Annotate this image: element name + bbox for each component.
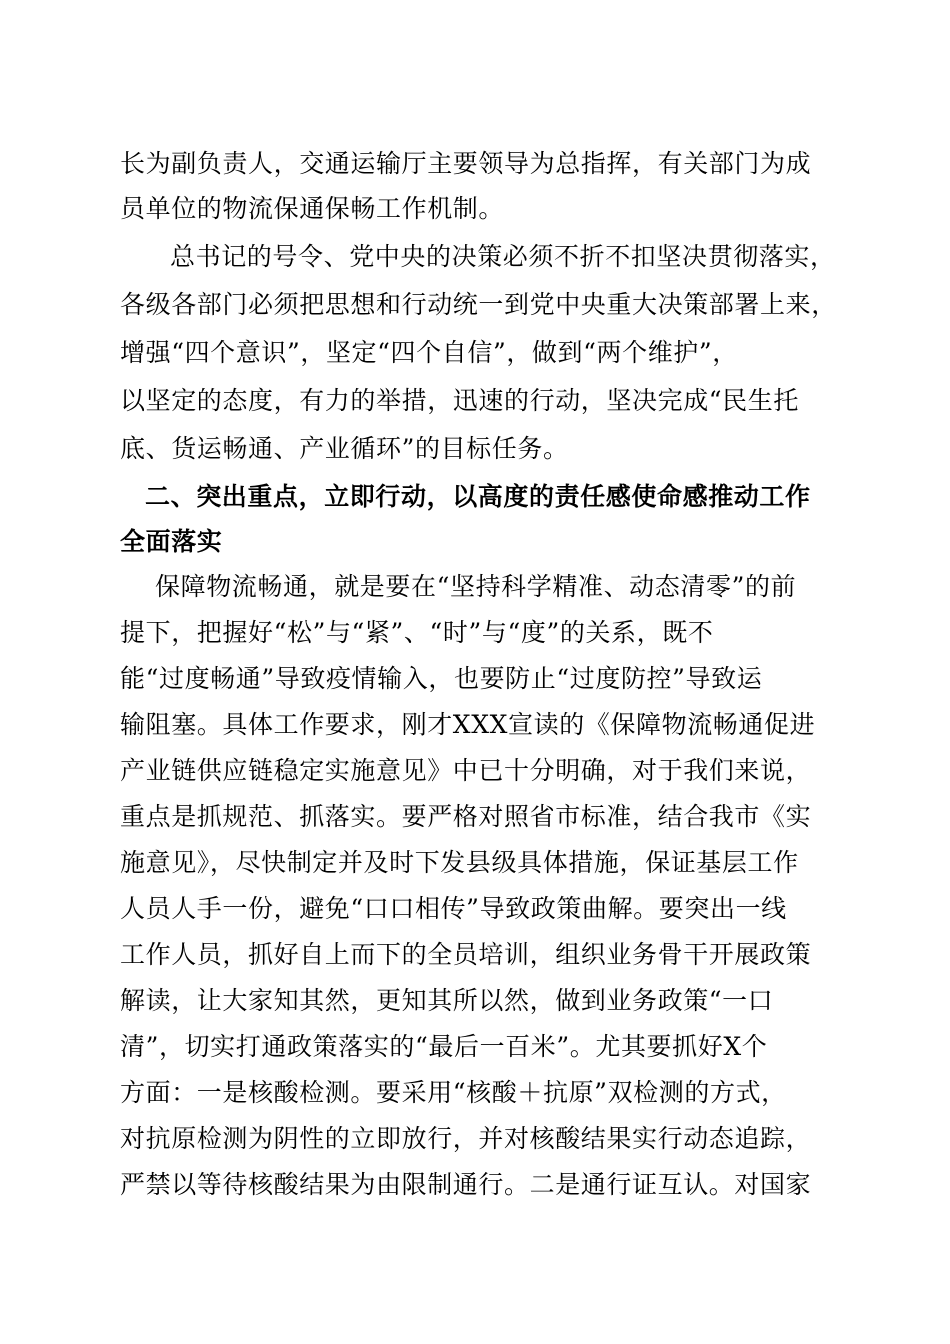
section-heading-line-2: 全面落实 (120, 527, 223, 556)
paragraph-3-line-10: 解读，让大家知其然，更知其所以然，做到业务政策“一口 (120, 986, 774, 1015)
paragraph-1-line-2: 员单位的物流保通保畅工作机制。 (120, 194, 505, 223)
paragraph-3-line-7: 施意见》，尽快制定并及时下发县级具体措施，保证基层工作 (120, 848, 799, 877)
paragraph-3-line-4: 输阻塞。具体工作要求，刚才XXX宣读的《保障物流畅通促进 (120, 710, 816, 739)
paragraph-2-line-4: 以坚定的态度，有力的举措，迅速的行动，坚决完成“民生托 (120, 386, 799, 415)
paragraph-2-line-1: 总书记的号令、党中央的决策必须不折不扣坚决贯彻落实， (170, 242, 836, 271)
paragraph-3-line-6: 重点是抓规范、抓落实。要严格对照省市标准，结合我市《实 (120, 802, 812, 831)
paragraph-3-line-5: 产业链供应链稳定实施意见》中已十分明确，对于我们来说， (120, 756, 812, 785)
paragraph-3-line-13: 对抗原检测为阴性的立即放行，并对核酸结果实行动态追踪， (120, 1124, 812, 1153)
paragraph-3-line-9: 工作人员，抓好自上而下的全员培训，组织业务骨干开展政策 (120, 940, 812, 969)
paragraph-2-line-5: 底、货运畅通、产业循环”的目标任务。 (120, 434, 569, 463)
paragraph-3-line-14: 严禁以等待核酸结果为由限制通行。二是通行证互认。对国家 (120, 1170, 812, 1199)
paragraph-3-line-8: 人员人手一份，避免“口口相传”导致政策曲解。要突出一线 (120, 894, 787, 923)
paragraph-2-line-3: 增强“四个意识”，坚定“四个自信”，做到“两个维护”， (120, 338, 738, 367)
paragraph-3-line-11: 清”，切实打通政策落实的“最后一百米”。尤其要抓好X个 (120, 1032, 768, 1061)
section-heading-line-1: 二、突出重点，立即行动，以高度的责任感使命感推动工作 (145, 482, 811, 511)
paragraph-3-line-12: 方面：一是核酸检测。要采用“核酸＋抗原”双检测的方式， (120, 1078, 787, 1107)
paragraph-2-line-2: 各级各部门必须把思想和行动统一到党中央重大决策部署上来， (120, 290, 837, 319)
paragraph-1-line-1: 长为副负责人，交通运输厅主要领导为总指挥，有关部门为成 (120, 149, 812, 178)
paragraph-3-line-1: 保障物流畅通，就是要在“坚持科学精准、动态清零”的前 (155, 572, 797, 601)
paragraph-3-line-3: 能“过度畅通”导致疫情输入，也要防止“过度防控”导致运 (120, 664, 763, 693)
paragraph-3-line-2: 提下，把握好“松”与“紧”、“时”与“度”的关系，既不 (120, 618, 714, 647)
